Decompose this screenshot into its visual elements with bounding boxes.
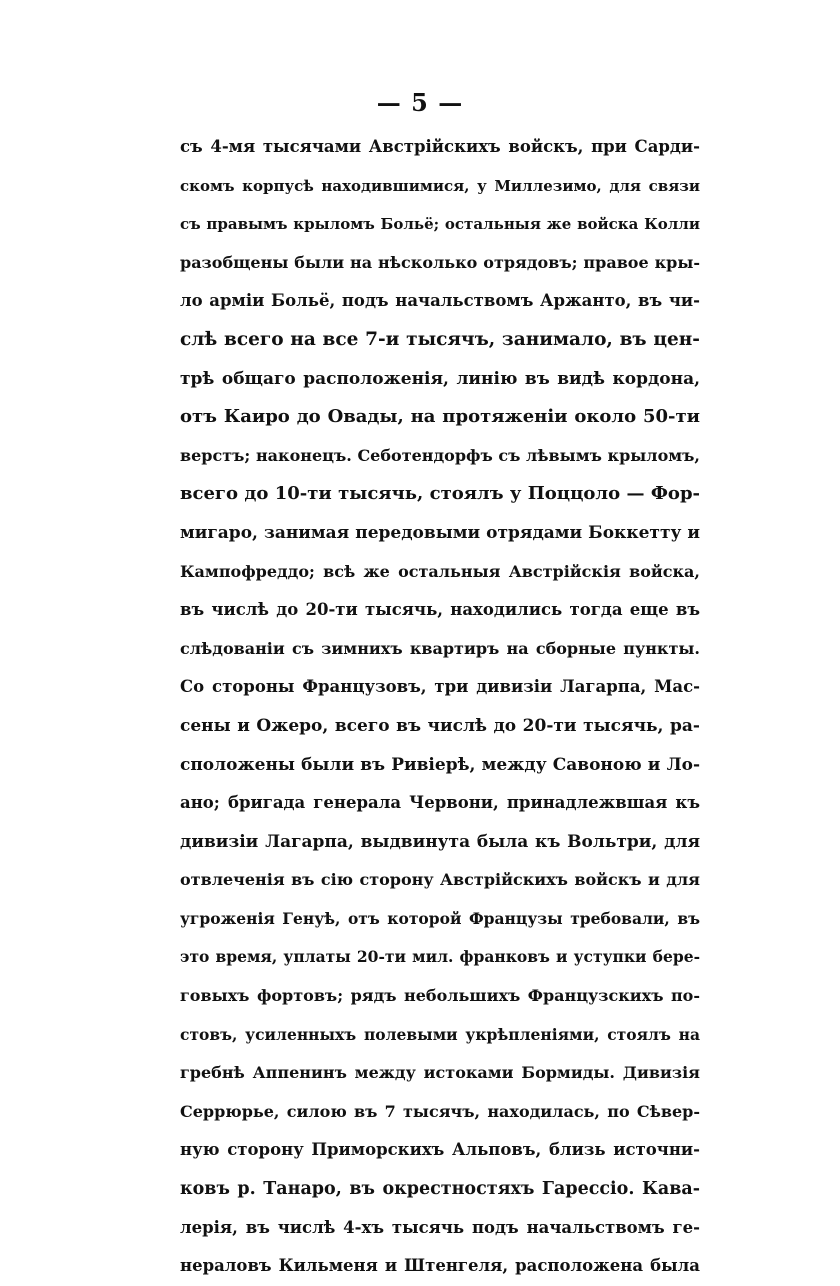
text-line: ковъ р. Танаро, въ окрестностяхъ Гарессіо. Кава- [180,1179,700,1200]
text-line: стовъ, усиленныхъ полевыми укрѣпленіями, стоялъ на [180,1024,700,1044]
text-line: лерія, въ числѣ 4-хъ тысячь подъ начальствомъ ге- [180,1217,700,1237]
text-line: дивизіи Лагарпа, выдвинута была къ Вольтри, для [180,831,700,852]
text-line: угроженія Генуѣ, отъ которой Французы требовали, въ [180,908,700,928]
page-number-header: — 5 — [376,88,464,117]
text-line: мигаро, занимая передовыми отрядами Боккетту и [180,522,700,543]
text-line: сположены были въ Ривіерѣ, между Савоною и Ло- [180,754,700,775]
text-line: слѣдованіи съ зимнихъ квартиръ на сборные пункты. [180,638,700,658]
text-line: Со стороны Французовъ, три дивизіи Лагарпа, Мас- [180,677,700,697]
text-line: говыхъ фортовъ; рядъ небольшихъ Французскихъ по- [180,986,700,1006]
text-line: всего до 10-ти тысячь, стоялъ у Поццоло — Фор- [180,483,700,505]
text-line: ную сторону Приморскихъ Альповъ, близь источни- [180,1140,700,1160]
text-line: ано; бригада генерала Червони, принадлежвшая къ [180,793,700,813]
text-line: съ правымъ крыломъ Больё; остальныя же войска Колли [180,215,700,234]
text-line: гребнѣ Аппенинъ между истоками Бормиды. Дивизія [180,1063,700,1083]
text-line: скомъ корпусѣ находившимися, у Миллезимо, для связи [180,176,700,195]
text-line: слѣ всего на все 7-и тысячъ, занимало, въ цен- [180,328,700,350]
text-line: отъ Каиро до Овады, на протяженіи около 50-ти [180,406,700,428]
text-line: съ 4-мя тысячами Австрійскихъ войскъ, при Сарди- [180,137,700,156]
text-line: отвлеченія въ сію сторону Австрійскихъ войскъ и для [180,870,700,890]
text-line: верстъ; наконецъ. Себотендорфъ съ лѣвымъ крыломъ, [180,445,700,465]
text-line: въ числѣ до 20-ти тысячь, находились тогда еще въ [180,600,700,620]
body-text [180,128,700,1286]
text-line: Кампофреддо; всѣ же остальныя Австрійскія войска, [180,561,700,581]
text-line: ло арміи Больё, подъ начальствомъ Аржанто, въ чи- [180,291,700,311]
text-line: это время, уплаты 20-ти мил. франковъ и уступки бере- [180,947,700,967]
text-line: Серрюрье, силою въ 7 тысячъ, находилась, по Сѣвер- [180,1101,700,1121]
text-line: сены и Ожеро, всего въ числѣ до 20-ти тысячь, ра- [180,715,700,736]
text-line: трѣ общаго расположенія, линію въ видѣ кордона, [180,368,700,389]
text-line: нераловъ Кильменя и Штенгеля, расположена была [180,1256,700,1276]
text-line: разобщены были на нѣсколько отрядовъ; правое кры- [180,252,700,272]
